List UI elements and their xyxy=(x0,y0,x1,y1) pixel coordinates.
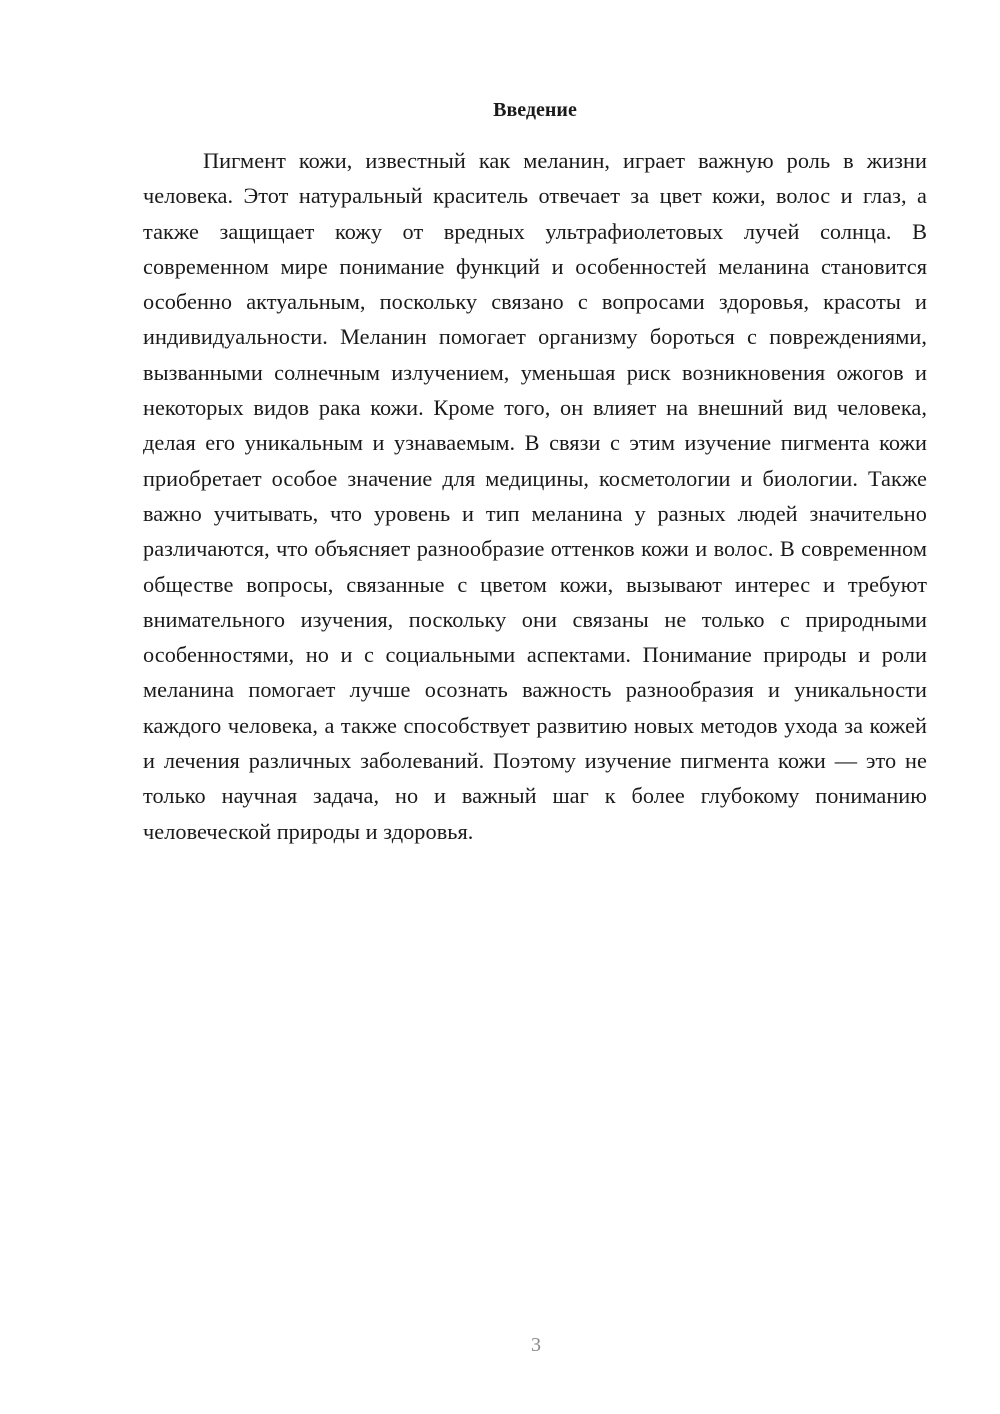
body-paragraph: Пигмент кожи, известный как меланин, играет важную роль в жизни человека. Этот натуральный краситель отвечает за цвет кожи, волос и глаз, а также защищает кожу от вредных ультрафиолетовых лучей солнца. В современном мире понимание функций и особенностей меланина становится особенно актуальным, поскольку связано с вопросами здоровья, красоты и индивидуальности. Меланин помогает организму бороться с повреждениями, вызванными солнечным излучением, уменьшая риск возникновения ожогов и некоторых видов рака кожи. Кроме того, он влияет на внешний вид человека, делая его уникальным и узнаваемым. В связи с этим изучение пигмента кожи приобретает особое значение для медицины, косметологии и биологии. Также важно учитывать, что уровень и тип меланина у разных людей значительно различаются, что объясняет разнообразие оттенков кожи и волос. В современном обществе вопросы, связанные с цветом кожи, вызывают интерес и требуют внимательного изучения, поскольку они связаны не только с природными особенностями, но и с социальными аспектами. Понимание природы и роли меланина помогает лучше осознать важность разнообразия и уникальности каждого человека, а также способствует развитию новых методов ухода за кожей и лечения различных заболеваний. Поэтому изучение пигмента кожи — это не только научная задача, но и важный шаг к более глубокому пониманию человеческой природы и здоровья. xyxy=(143,148,927,844)
section-title: Введение xyxy=(493,99,577,121)
page-number: 3 xyxy=(531,1334,541,1356)
